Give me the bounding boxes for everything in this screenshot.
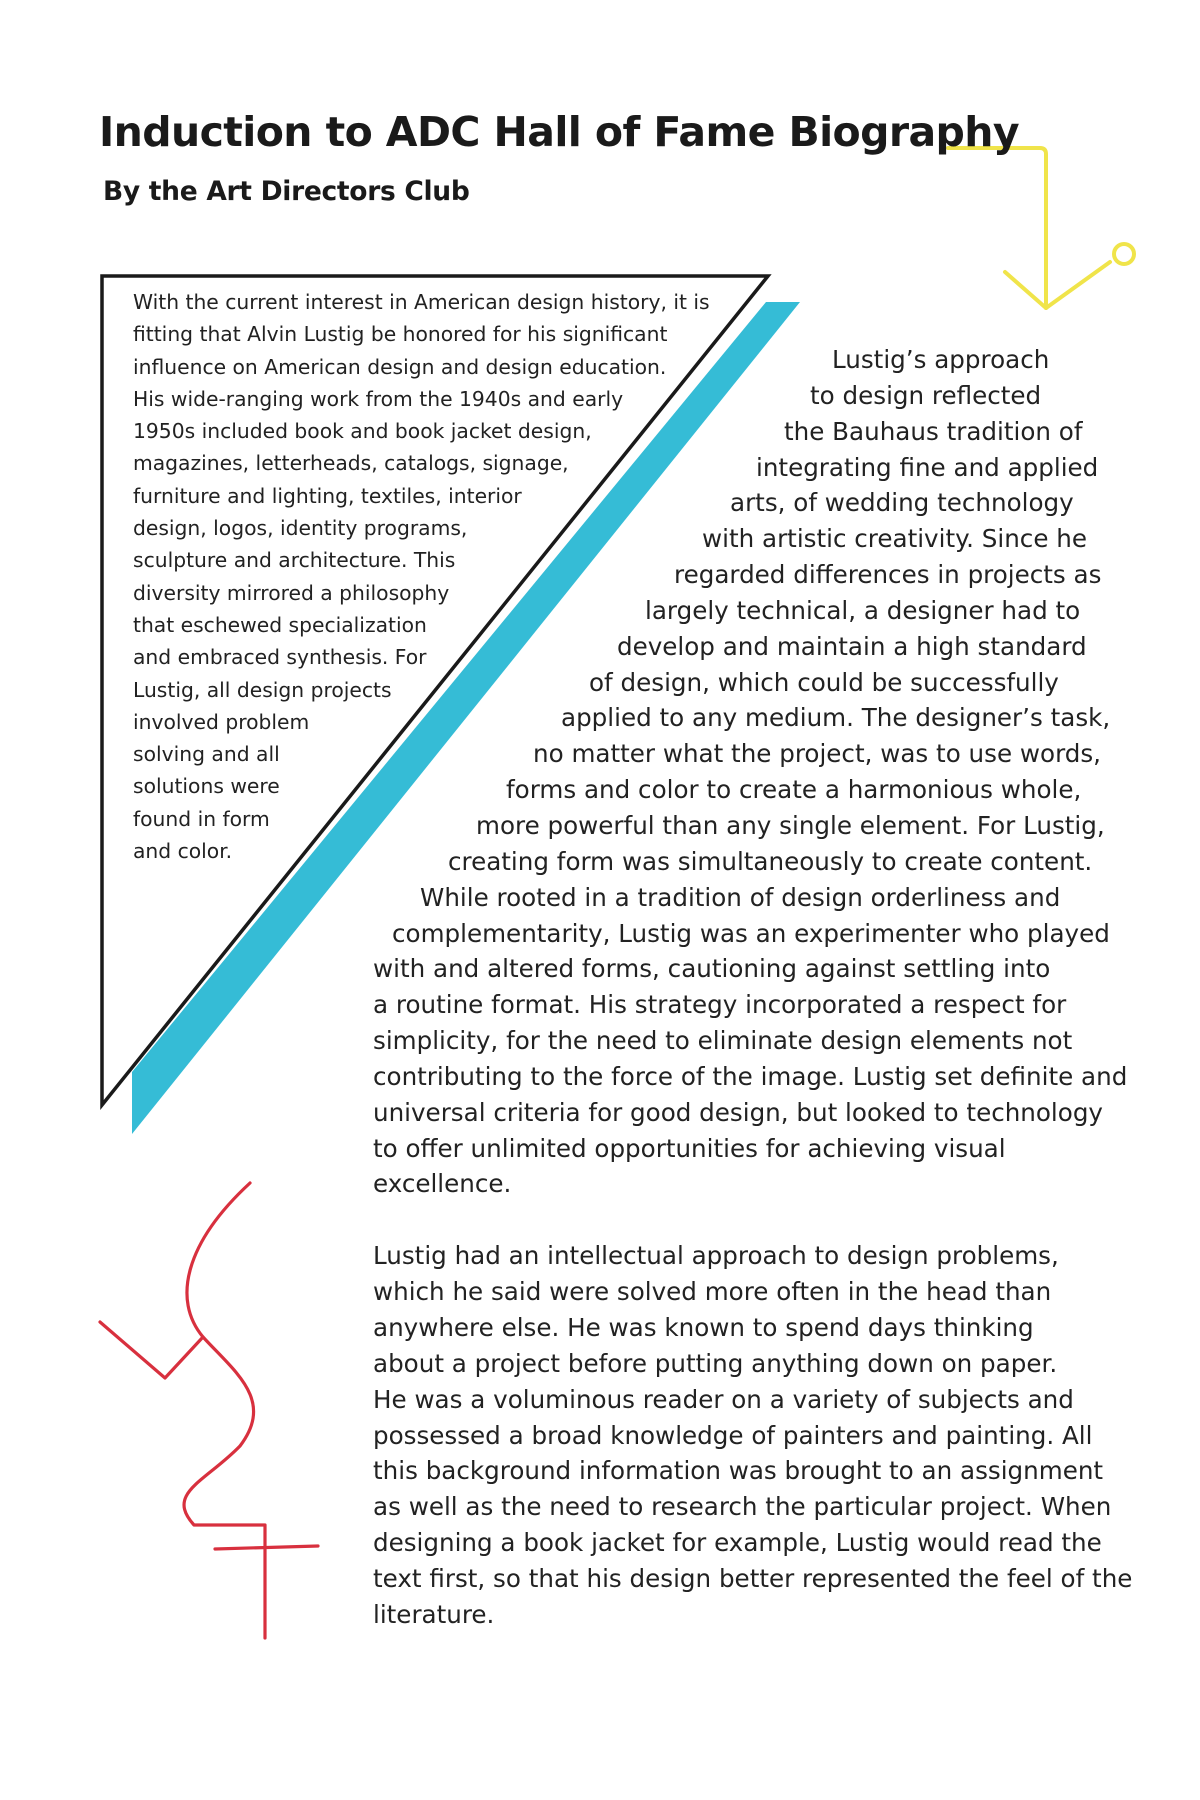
text-line: excellence. bbox=[373, 1169, 512, 1199]
text-line: develop and maintain a high standard bbox=[617, 631, 1087, 661]
text-line: arts, of wedding technology bbox=[730, 488, 1074, 518]
page-subtitle: By the Art Directors Club bbox=[103, 176, 470, 207]
text-line: of design, which could be successfully bbox=[589, 667, 1059, 697]
red-squiggle-line bbox=[184, 1183, 265, 1638]
text-line: 1950s included book and book jacket design, bbox=[133, 419, 592, 444]
text-line: universal criteria for good design, but looked to technology bbox=[373, 1097, 1103, 1127]
second-paragraph bbox=[373, 1238, 1173, 1633]
text-line: with and altered forms, cautioning against settling into bbox=[373, 954, 1051, 984]
text-line: influence on American design and design education. bbox=[133, 354, 667, 379]
text-line: solutions were bbox=[133, 774, 280, 799]
text-line: solving and all bbox=[133, 742, 280, 767]
yellow-arrow-line bbox=[948, 148, 1046, 308]
text-line: to offer unlimited opportunities for achieving visual bbox=[373, 1133, 1006, 1163]
text-line: and color. bbox=[133, 839, 233, 864]
text-line: and embraced synthesis. For bbox=[133, 645, 427, 670]
red-cross-stroke bbox=[215, 1546, 318, 1549]
text-line: simplicity, for the need to eliminate design elements not bbox=[373, 1026, 1073, 1056]
text-line: with artistic creativity. Since he bbox=[702, 524, 1087, 554]
text-line: designing a book jacket for example, Lustig would read the bbox=[373, 1528, 1102, 1558]
text-line: furniture and lighting, textiles, interior bbox=[133, 483, 522, 508]
text-line: complementarity, Lustig was an experimenter who played bbox=[392, 918, 1110, 948]
main-paragraph bbox=[0, 342, 1200, 1202]
yellow-circle-end bbox=[1114, 244, 1134, 264]
text-line: possessed a broad knowledge of painters and painting. All bbox=[373, 1420, 1093, 1450]
text-line: about a project before putting anything down on paper. bbox=[373, 1348, 1058, 1378]
text-line: diversity mirrored a philosophy bbox=[133, 580, 450, 605]
text-line: contributing to the force of the image. Lustig set definite and bbox=[373, 1061, 1128, 1091]
red-check-stroke bbox=[100, 1322, 203, 1378]
text-line: Lustig had an intellectual approach to design problems, bbox=[373, 1241, 1059, 1270]
text-line: involved problem bbox=[133, 709, 310, 734]
text-line: to design reflected bbox=[810, 380, 1042, 410]
text-line: literature. bbox=[373, 1600, 495, 1630]
text-line: anywhere else. He was known to spend days thinking bbox=[373, 1312, 1034, 1342]
text-line: Lustig, all design projects bbox=[133, 677, 392, 702]
text-line: which he said were solved more often in the head than bbox=[373, 1276, 1052, 1306]
text-line: forms and color to create a harmonious whole, bbox=[506, 775, 1082, 805]
text-line: design, logos, identity programs, bbox=[133, 516, 468, 541]
yellow-arrow-head bbox=[1005, 262, 1110, 308]
page-title: Induction to ADC Hall of Fame Biography bbox=[99, 108, 1020, 156]
text-line: While rooted in a tradition of design orderliness and bbox=[420, 882, 1061, 912]
text-line: no matter what the project, was to use words, bbox=[533, 739, 1101, 769]
text-line: that eschewed specialization bbox=[133, 612, 427, 637]
text-line: regarded differences in projects as bbox=[674, 560, 1102, 590]
text-line: text first, so that his design better represented the feel of the bbox=[373, 1564, 1133, 1594]
text-line: more powerful than any single element. For Lustig, bbox=[476, 810, 1105, 840]
text-line: fitting that Alvin Lustig be honored for his significant bbox=[133, 322, 668, 347]
text-line: He was a voluminous reader on a variety of subjects and bbox=[373, 1384, 1074, 1414]
text-line: largely technical, a designer had to bbox=[645, 595, 1081, 625]
text-line: found in form bbox=[133, 806, 270, 831]
text-line: With the current interest in American design history, it is bbox=[133, 290, 710, 314]
text-line: integrating fine and applied bbox=[756, 452, 1099, 482]
text-line: His wide-ranging work from the 1940s and early bbox=[133, 386, 624, 411]
text-line: magazines, letterheads, catalogs, signage, bbox=[133, 451, 569, 476]
text-line: applied to any medium. The designer’s task, bbox=[561, 703, 1111, 733]
text-line: this background information was brought to an assignment bbox=[373, 1456, 1104, 1486]
text-line: the Bauhaus tradition of bbox=[784, 416, 1083, 446]
text-line: as well as the need to research the particular project. When bbox=[373, 1492, 1112, 1522]
text-line: a routine format. His strategy incorporated a respect for bbox=[373, 990, 1067, 1020]
text-line: Lustig’s approach bbox=[832, 345, 1050, 374]
text-line: sculpture and architecture. This bbox=[133, 548, 456, 573]
text-line: creating form was simultaneously to create content. bbox=[448, 846, 1093, 876]
